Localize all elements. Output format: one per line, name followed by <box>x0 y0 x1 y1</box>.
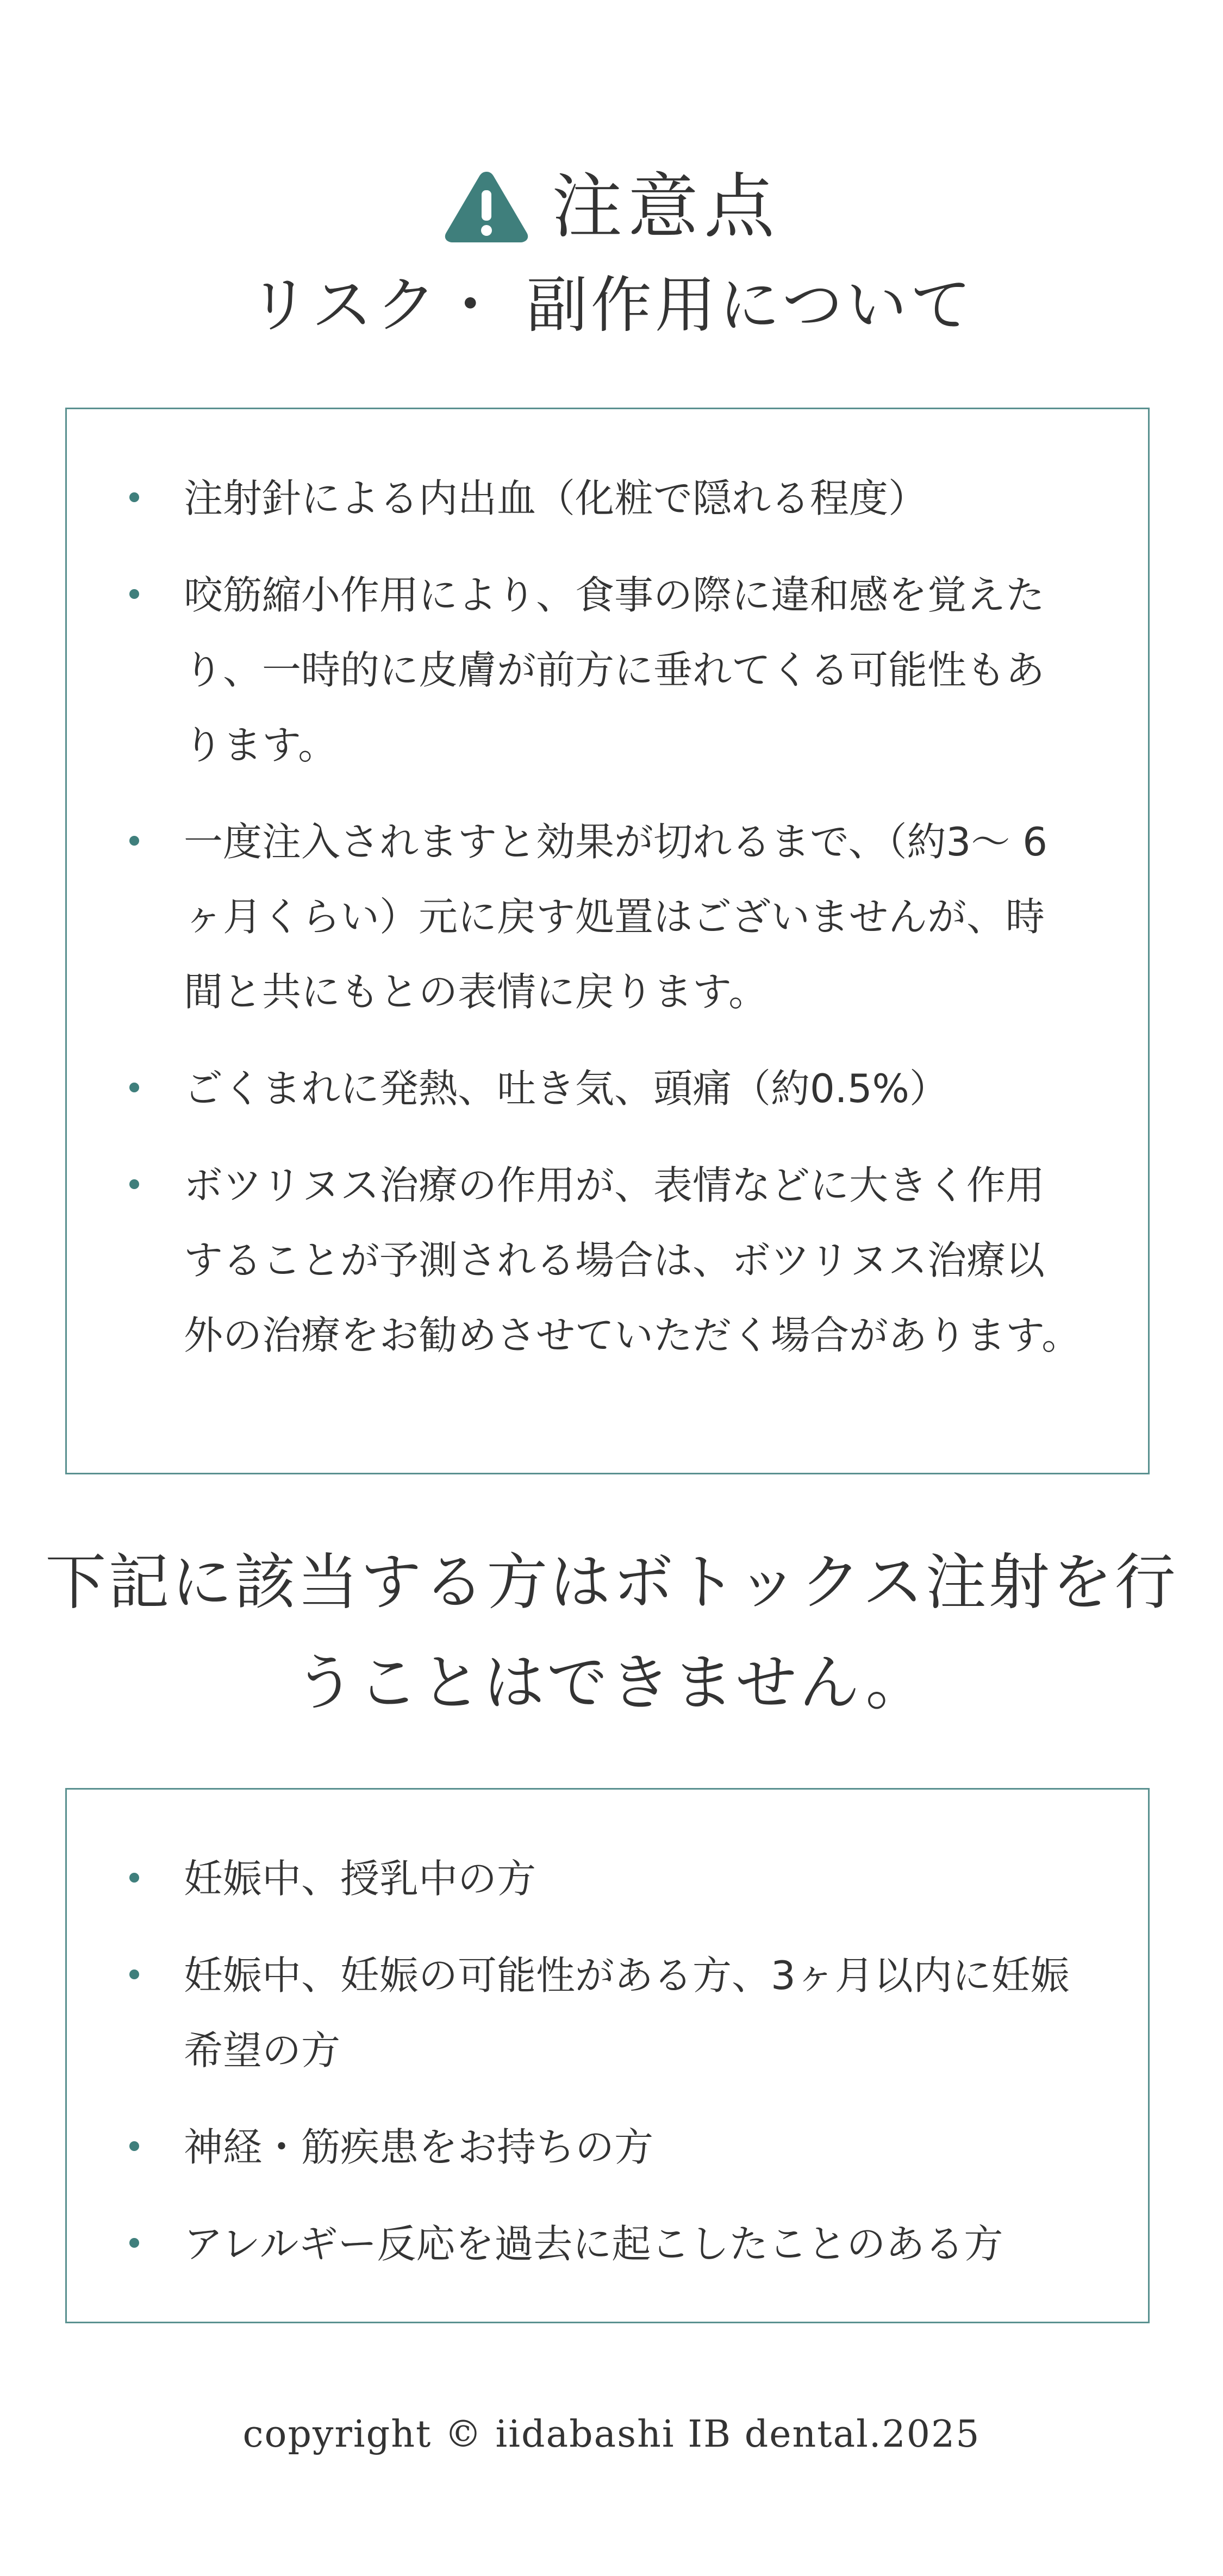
contraindication-list <box>129 1841 1083 2281</box>
list-item-text: 一度注入されますと効果が切れるまで、（約3～ 6ヶ月くらい）元に戻す処置はございませんが、時間と共にもとの表情に戻ります。 <box>184 819 1048 1015</box>
bullet-icon <box>129 492 139 502</box>
bullet-icon <box>129 1969 139 1979</box>
list-item-text: アレルギー反応を過去に起こしたことのある方 <box>184 2221 1003 2267</box>
page-title-row <box>0 152 1223 261</box>
list-item <box>129 804 1083 1029</box>
list-item <box>129 1938 1083 2088</box>
list-item-text: 神経・筋疾患をお持ちの方 <box>184 2124 654 2170</box>
bullet-icon <box>129 1083 139 1092</box>
contraindication-list-box <box>65 1788 1150 2323</box>
bullet-icon <box>129 1873 139 1883</box>
page-title: 注意点 <box>551 165 780 248</box>
list-item <box>129 2110 1083 2185</box>
list-item-text: 注射針による内出血（化粧で隠れる程度） <box>184 476 928 521</box>
list-item <box>129 1148 1083 1373</box>
list-item-text: 妊娠中、授乳中の方 <box>184 1856 536 1902</box>
bullet-icon <box>129 1179 139 1189</box>
list-item <box>129 1841 1083 1916</box>
risk-list-box <box>65 408 1150 1474</box>
risk-list <box>129 461 1083 1373</box>
list-item-text: 咬筋縮小作用により、食事の際に違和感を覚えたり、一時的に皮膚が前方に垂れてくる可能性もあります。 <box>184 572 1045 768</box>
bullet-icon <box>129 836 139 846</box>
bullet-icon <box>129 2238 139 2248</box>
list-item <box>129 461 1083 536</box>
list-item-text: 妊娠中、妊娠の可能性がある方、3ヶ月以内に妊娠希望の方 <box>184 1953 1070 2073</box>
page-subtitle: リスク・ 副作用について <box>248 270 975 341</box>
list-item <box>129 2206 1083 2281</box>
contraindication-heading: 下記に該当する方はボトックス注射を行うことはできません。 <box>45 1547 1178 1718</box>
copyright-text: copyright © iidabashi IB dental.2025 <box>242 2413 981 2456</box>
bullet-icon <box>129 2141 139 2151</box>
list-item-text: ボツリヌス治療の作用が、表情などに大きく作用することが予測される場合は、ボツリヌス治療以外の治療をお勧めさせていただく場合があります。 <box>184 1162 1081 1358</box>
warning-icon <box>443 168 530 245</box>
list-item-text: ごくまれに発熱、吐き気、頭痛（約0.5%） <box>184 1066 949 1111</box>
bullet-icon <box>129 589 139 599</box>
list-item <box>129 558 1083 783</box>
list-item <box>129 1051 1083 1126</box>
